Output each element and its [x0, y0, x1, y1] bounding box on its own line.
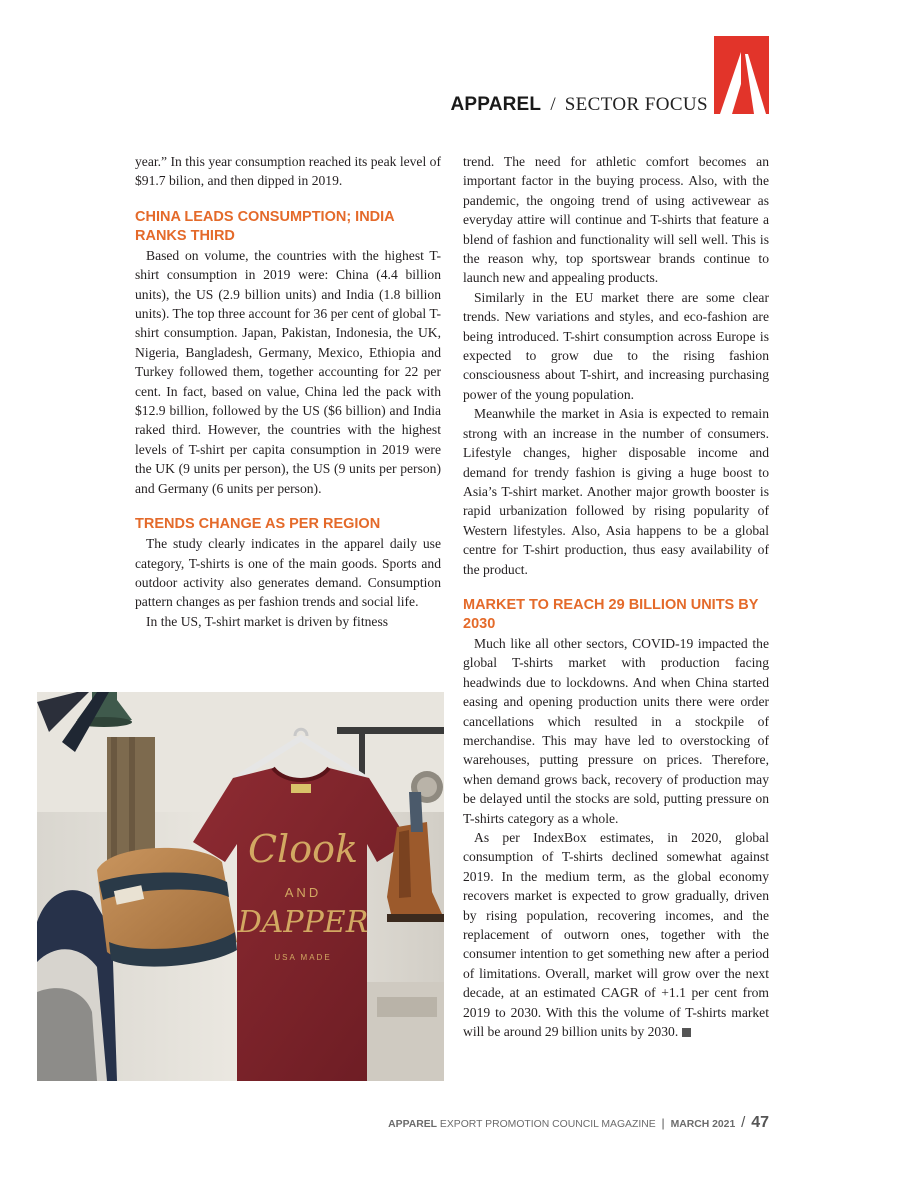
heading-trends-region: TRENDS CHANGE AS PER REGION	[135, 516, 381, 533]
footer-issue: MARCH 2021	[670, 1119, 736, 1130]
shirt-print-line4: USA MADE	[274, 953, 332, 962]
shirt-print-line1: Clook	[247, 827, 359, 871]
page-number: 47	[751, 1114, 769, 1131]
end-mark-icon	[682, 1028, 691, 1037]
sector-focus-label: SECTOR FOCUS	[564, 94, 708, 115]
footer-divider: |	[661, 1116, 665, 1130]
paragraph-indexbox	[463, 828, 769, 1041]
section-label: APPAREL	[450, 94, 542, 115]
shirt-print-line2: AND	[284, 885, 322, 900]
section-header	[400, 94, 708, 116]
paragraph-us-market-start: In the US, T-shirt market is driven by fitness	[146, 613, 389, 629]
footer-slash: /	[741, 1114, 746, 1131]
right-column	[463, 152, 769, 1041]
paragraph-eu-market: Similarly in the EU market there are some clear trends. New variations and styles, and eco-fashion are being introduced. T-shirt consumption across Europe is expected to grow due to the rising fashion consciousness about T-shirt, and increasing purchasing power of the young population.	[463, 289, 769, 402]
paragraph-covid-impact: Much like all other sectors, COVID-19 impacted the global T-shirts market with production facing headwinds due to lockdowns. And when China started easing and opening production units there were order cancellations which resulted in a stockpile of merchandise. This may have led to overstocking of warehouses, putting pressure on prices. Therefore, when demand grows back, recovery of production may be delayed until the stocks are sold, putting pressure on T-shirts category as a whole.	[463, 635, 769, 826]
footer-magazine: EXPORT PROMOTION COUNCIL MAGAZINE	[439, 1119, 656, 1130]
tshirt-store-photo	[37, 692, 444, 1081]
apparel-a-logo-icon	[714, 36, 769, 114]
paragraph-study: The study clearly indicates in the apparel daily use category, T-shirts is one of the main goods. Sports and outdoor activity also generates demand. Consumption pattern changes as per fashion trends and social life.	[135, 536, 441, 610]
shirt-print-line3: DAPPER	[237, 905, 369, 940]
intro-paragraph: year.” In this year consumption reached its peak level of $91.7 bilion, and then dipped in 2019.	[135, 154, 441, 189]
paragraph-asia-market: Meanwhile the market in Asia is expected to remain strong with an increase in the number of consumers. Lifestyle changes, higher disposable income and demand for trendy fashion is giving a huge boost to Asia’s T-shirt market. Another major growth booster is rapid urbanization followed by rising popularity of Western lifestyles. Also, Asia happens to be a global centre for T-shirt production, thus easy availability of the product.	[463, 406, 769, 577]
page-footer	[300, 1114, 769, 1132]
footer-brand: APPAREL	[388, 1119, 438, 1130]
heading-market-2030: MARKET TO REACH 29 BILLION UNITS BY 2030	[463, 596, 759, 632]
paragraph-consumption-volume: Based on volume, the countries with the highest T-shirt consumption in 2019 were: China (4.4 billion units), the US (2.9 billion units) and India (1.8 billion units). The top three account for 36 per cent of global T-shirt consumption. Japan, Pakistan, Indonesia, the UK, Nigeria, Bangladesh, Germany, Mexico, Ethiopia and Turkey followed them, together accounting for 22 per cent. In fact, based on value, China led the pack with $12.9 billion, followed by the US ($6 billion) and India raked third. However, the countries with the highest levels of T-shirt per capita consumption in 2019 were the UK (9 units per person), the US (9 units per person) and Germany (6 units per person).	[135, 247, 441, 496]
paragraph-us-market-cont: trend. The need for athletic comfort becomes an important factor in the buying process. Also, with the pandemic, the ongoing trend of using activewear as everyday attire will continue and T-shirts that feature a blend of fashion and functionality will sell well. This is the reason why, top sportswear brands continue to launch new and appealing products.	[463, 154, 769, 286]
heading-china-leads: CHINA LEADS CONSUMPTION; INDIA RANKS THIRD	[135, 208, 395, 244]
header-separator: /	[550, 94, 556, 115]
left-column	[135, 152, 441, 631]
indexbox-text: As per IndexBox estimates, in 2020, global consumption of T-shirts declined somewhat against 2019. In the medium term, as the global economy recovers market is expected to grow gradually, driven by rising population, recovering incomes, and the replacement of outworn ones, together with the consumer intention to get something new after a period of limitations. Overall, market will grow over the next decade, at an estimated CAGR of +1.1 per cent from 2019 to 2030. With this the volume of T-shirts market will be around 29 billion units by 2030.	[463, 830, 769, 1040]
